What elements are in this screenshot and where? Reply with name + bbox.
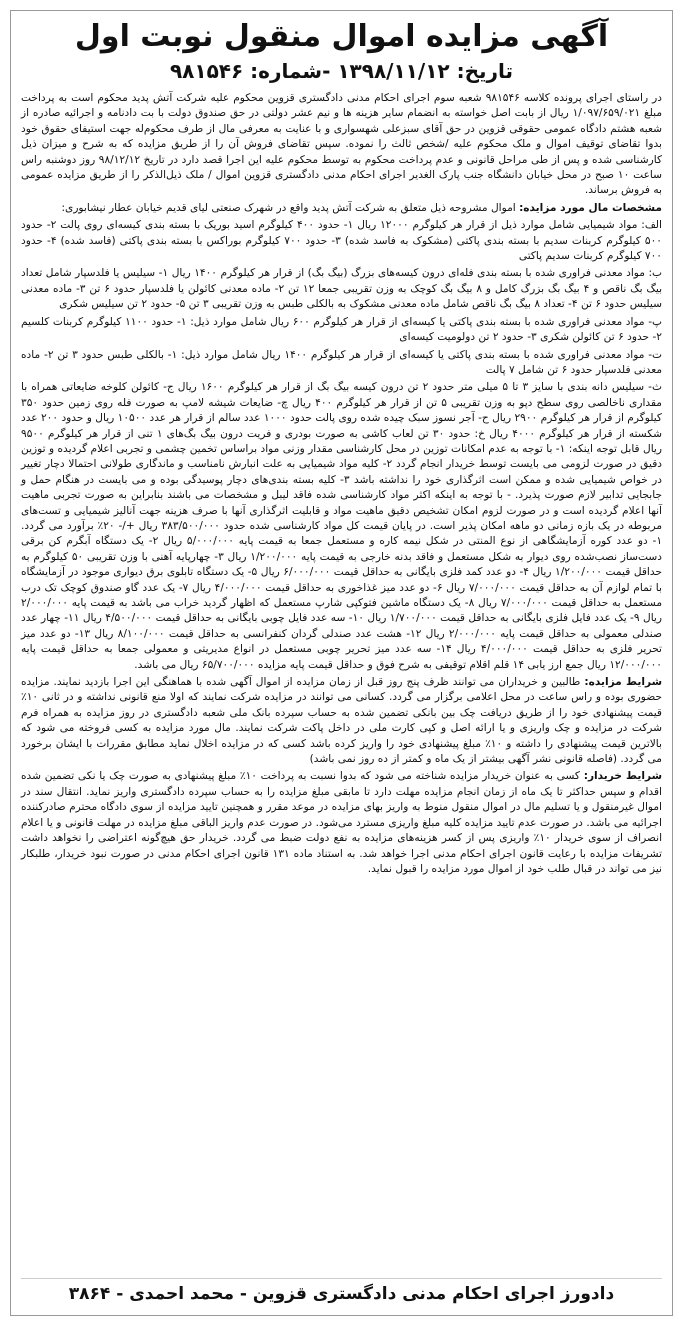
intro-paragraph: در راستای اجرای پرونده کلاسه ۹۸۱۵۴۶ شعبه سوم اجرای احکام مدنی دادگستری قزوین محکوم علیه شرکت آتش پدید محکوم است به پرداخت مبلغ ۱/۰۹۷/۶۵۹/۰۲۱ ریال از بابت اصل خواسته به انضمام سایر هزینه ها و نیم عشر دولتی در حق صندوق دولت با بت دادنامه و اجرائیه صادره از شعبه هشتم دادگاه عمومی حقوقی قزوین در حق آقای سبزعلی شهسواری و با عنایت به معرفی مال از طرف محکوم‌له جهت استیفای حقوق خود بدوا تقاضای توقیف اموال و ملک محکوم علیه /شخص ثالث را نموده. سپس تقاضای فروش آن را از طریق مزایده که به شرح و میزان ذیل کارشناسی شده و پس از طی مراحل قانونی و عدم پرداخت محکوم به توسط محکوم علیه این اجرا قصد دارد در تاریخ ۹۸/۱۲/۱۲ روز دوشنبه راس ساعت ۱۰ صبح در محل خیابان دانشگاه جنب پارک الغدیر اجرای احکام مدنی دادگستری قزوین اموال / ملک ذیل‌الذکر را از طریق مزایده عمومی به فروش برساند. bbox=[21, 92, 663, 197]
item-te: ت- مواد معدنی فراوری شده با بسته بندی پاکتی یا کیسه‌ای از قرار هر کیلوگرم ۱۴۰۰ ریال شامل موارد ذیل: ۱- بالکلی طبس حدود ۳ تن ۲- ماده معدنی فلدسپار حدود ۶ تن شامل ۷ پالت bbox=[21, 348, 662, 376]
item-pe: پ- مواد معدنی فراوری شده با بسته بندی پاکتی یا کیسه‌ای از قرار هر کیلوگرم ۶۰۰ ریال شامل موارد ذیل: ۱- حدود ۱۱۰۰ کیلوگرم کربنات کلسیم ۲- حدود ۶ تن کائولن شکری ۳- حدود ۲ تن دولومیت کیسه‌ای bbox=[21, 315, 662, 344]
auction-terms-paragraph bbox=[21, 675, 662, 767]
specs-paragraph bbox=[21, 201, 662, 216]
auction-terms-text: طالبین و خریداران می توانند ظرف پنج روز قبل از زمان مزایده از اموال آگهی شده با هماهنگی این اجرا بازدید نمایند. مزایده حضوری بوده و راس ساعت در محل اعلامی برگزار می گردد. کسانی می توانند در مزایده شرکت نمایند که اولا منع قانونی نداشته و در ثانی ۱۰٪ قیمت پیشنهادی خود را از طریق دریافت چک بین بانکی تضمین شده به حساب سپرده بانک ملی شعبه دادگستری در روز مزایده به همراه فرم شرکت در مزایده و چک واریزی و یا ارائه اصل و کپی کارت ملی در داخل پاکت شرکت نمایند. مال مورد مزایده به کسی فروخته می شود که بالاترین قیمت پیشنهادی را داشته و ۱۰٪ مبلغ پیشنهادی خود را واریز کرده باشد کسی که در مزایده اخلال نماید مطابق مقررات با ایشان برخورد می گردد. (فاصله قانونی نشر آگهی بیشتر از یک ماه و کمتر از ده روز نمی باشد) bbox=[21, 676, 662, 766]
item-se: ث- سیلیس دانه بندی با سایز ۳ تا ۵ میلی متر حدود ۲ تن درون کیسه بیگ بگ از قرار هر کیلوگرم ۱۶۰۰ ریال ج- کائولن کلوخه ضایعاتی همراه با مقداری ناخالصی روی سطح دپو به وزن تقریبی ۵ تن از قرار هر کیلوگرم ۴۰۰ ریال چ- ضایعات شیشه لامپ به صورت فله روی زمین حدود ۳۵۰ کیلوگرم از قرار هر کیلوگرم ۲۹۰۰ ریال ح- آجر نسوز سبک چیده شده روی پالت حدود ۱۰۰۰ عدد سالم از قرار هر عدد ۱۰۵۰۰ ریال و حدود ۲۰۰ عدد شکسته از قرار هر کیلوگرم ۴۰۰۰ ریال خ: حدود ۳۰ تن لعاب کاشی به صورت بودری و فریت درون بیگ بگ‌های ۱ تنی از قرار هر کیلوگرم ۹۵۰۰ ریال قابل توجه اینکه: ۱- با توجه به عدم امکانات توزین در محل کارشناسی مقدار وزنی مواد براساس تخمین چشمی و تجربی اعلام گردیده و توزین دقیق در صورت لزومی می بایست توسط خریدار انجام گردد ۲- کلیه مواد شیمیایی به علت انبارش نامناسب و ماندگاری طولانی احتمالا دچار تغییر در خواص شیمیایی شده و ممکن است اثرگذاری خود را نداشته باشد ۳- کلیه بسته بندی‌های دچار پوسیدگی بوده و می بایست در هنگام حمل و جابجایی تدابیر لازم صورت پذیرد. - با توجه به اینکه اکثر مواد کارشناسی شده فاقد لیبل و مشخصات می باشند بنابراین به صورت تجربی ماهیت آنها اعلام گردیده است و در صورت لزوم امکان تشخیص دقیق ماهیت مواد و قابلیت اثرگذاری آنها با صرف هزینه جهت آنالیز شیمیایی و تست‌های مربوطه در یک بازه زمانی دو ماهه امکان پذیر است. در پایان قیمت کل مواد کارشناسی شده حدود ۳۸۳/۵۰۰/۰۰۰ ریال +/- ۲۰٪ برآورد می گردد. ۱- دو عدد کوره آزمایشگاهی از نوع المنتی در شکل نیمه کاره و مستعمل جمعا به قیمت پایه ۵/۰۰۰/۰۰۰ ریال ۲- یک دستگاه آبگرم کن برقی دست‌ساز نصب‌شده روی دیوار به شکل مستعمل و فاقد بدنه خارجی به قیمت پایه ۱/۲۰۰/۰۰۰ ریال ۳- چهارپایه آهنی با وزن تقریبی ۵۰ کیلوگرم به حداقل قیمت ۱/۲۰۰/۰۰۰ ریال ۴- دو عدد کمد فلزی بایگانی به حداقل قیمت ۶/۰۰۰/۰۰۰ ریال ۵- یک دستگاه تابلوی برق دیواری موجود در آزمایشگاه با تمام لوازم آن به حداقل قیمت ۷/۰۰۰/۰۰۰ ریال ۶- دو عدد میز غذاخوری به حداقل قیمت ۴/۰۰۰/۰۰۰ ریال ۷- یک عدد گاو صندوق کوچک تک درب مستعمل به حداقل قیمت ۷/۰۰۰/۰۰۰ ریال ۸- یک دستگاه ماشین فتوکپی شارپ مستعمل که اظهار گردید خراب می باشد به قیمت پایه ۲/۰۰۰/۰۰۰ ریال ۹- یک عدد فایل فلزی بایگانی به حداقل قیمت ۱/۷۰۰/۰۰۰ ریال ۱۰- سه عدد فایل چوبی بایگانی به حداقل قیمت ۴/۵۰۰/۰۰۰ ریال ۱۱- چهار عدد صندلی معمولی به حداقل قیمت پایه ۲/۰۰۰/۰۰۰ ریال ۱۲- هشت عدد صندلی گردان کنفرانسی به حداقل قیمت ۸/۱۰۰/۰۰۰ ریال ۱۳- دو عدد میز تحریر فلزی به حداقل قیمت ۴/۰۰۰/۰۰۰ ریال ۱۴- سه عدد میز تحریر چوبی مستعمل در انواع مدیریتی و معمولی جمعا به حداقل قیمت پایه ۱۲/۰۰۰/۰۰۰ ریال جمع ارز یابی ۱۴ قلم اقلام توقیفی به شرح فوق و حداقل قیمت پایه مزایده ۶۵/۷۰۰/۰۰۰ ریال می باشد. bbox=[21, 381, 663, 671]
specs-text: اموال مشروحه ذیل متعلق به شرکت آتش پدید واقع در شهرک صنعتی لیای قدیم خیابان عطار نیشابوری: bbox=[61, 201, 516, 214]
auction-terms-label: شرایط مزایده: bbox=[584, 676, 662, 689]
notice-page bbox=[10, 10, 673, 1316]
notice-body bbox=[21, 91, 662, 877]
signature-line: دادورز اجرای احکام مدنی دادگستری قزوین - محمد احمدی - ۳۸۶۴ bbox=[21, 1278, 662, 1307]
buyer-terms-label: شرایط خریدار: bbox=[583, 770, 662, 783]
item-alef: الف: مواد شیمیایی شامل موارد ذیل از قرار هر کیلوگرم ۱۲۰۰۰ ریال ۱- حدود ۴۰۰ کیلوگرم اسید بوریک با بسته بندی کیسه‌ای روی پالت ۲- حدود ۵۰۰ کیلوگرم کربنات سدیم با بسته بندی پاکتی (مشکوک به فاسد شده) ۳- حدود ۷۰۰ کیلوگرم بوراکس با بسته بندی پاکتی (فاسد شده) ۴- حدود ۷۰۰ کیلوگرم کربنات سدیم پاکتی bbox=[21, 219, 662, 263]
buyer-terms-text: کسی به عنوان خریدار مزایده شناخته می شود که بدوا نسبت به پرداخت ۱۰٪ مبلغ پیشنهادی به صورت چک یا نکی تضمین شده اقدام و سپس حداکثر تا یک ماه از زمان انجام مزایده مهلت دارد تا مابقی مبلغ مزایده را به حساب سپرده دادگستری واریز نماید. انتقال سند در اموال غیرمنقول و یا تسلیم مال در اموال منقول منوط به واریز بهای مزایده در موعد مقرر و همچنین تایید مزایده از سوی دادگاه محترم صادرکننده اجرائیه می باشد. در صورت عدم تایید مزایده کلیه مبلغ واریزی مسترد می‌شود. در صورت عدم واریز الباقی مبلغ مزایده در مهلت قانونی و یا اعلام انصراف از سوی خریدار ۱۰٪ واریزی پس از کسر هزینه‌های مزایده به نفع دولت ضبط می گردد. خریدار حق هیچ‌گونه اعتراضی را نخواهد داشت تشریفات مزایده با رعایت قانون اجرای احکام مدنی اجرا خواهد شد. به استناد ماده ۱۳۱ قانون اجرای احکام مدنی در صورت نبود خریدار، طلبکار نیز می تواند در قبال طلب خود از اموال مورد مزایده را قبول نماید. bbox=[21, 770, 663, 875]
date-number-line: تاریخ: ۱۳۹۸/۱۱/۱۲ -شماره: ۹۸۱۵۴۶ bbox=[169, 59, 514, 83]
specs-label: مشخصات مال مورد مزایده: bbox=[519, 201, 662, 214]
buyer-terms-paragraph bbox=[21, 769, 662, 877]
notice-title: آگهی مزایده اموال منقول نوبت اول bbox=[74, 19, 609, 54]
item-be: ب: مواد معدنی فراوری شده با بسته بندی فله‌ای درون کیسه‌های بزرگ (بیگ بگ) از قرار هر کیلوگرم ۱۴۰۰ ریال ۱- سیلیس یا فلدسپار شامل تعداد بیگ بگ ناقص و ۴ بیگ بگ بزرگ کامل و ۸ بیگ بگ کوچک به وزن تقریبی جمعا ۱۲ تن ۲- ماده معدنی کائولن یا فلدسپار حدود ۶ تن ۳- ماده معدنی سیلیس حدود ۶ تن ۴- تعداد ۸ بیگ بگ ناقص شامل ماده معدنی مشکوک به بالکلی طبس به وزن تقریبی ۳ تن ۵- حدود ۲ تن سیلیس شکری bbox=[21, 267, 663, 311]
